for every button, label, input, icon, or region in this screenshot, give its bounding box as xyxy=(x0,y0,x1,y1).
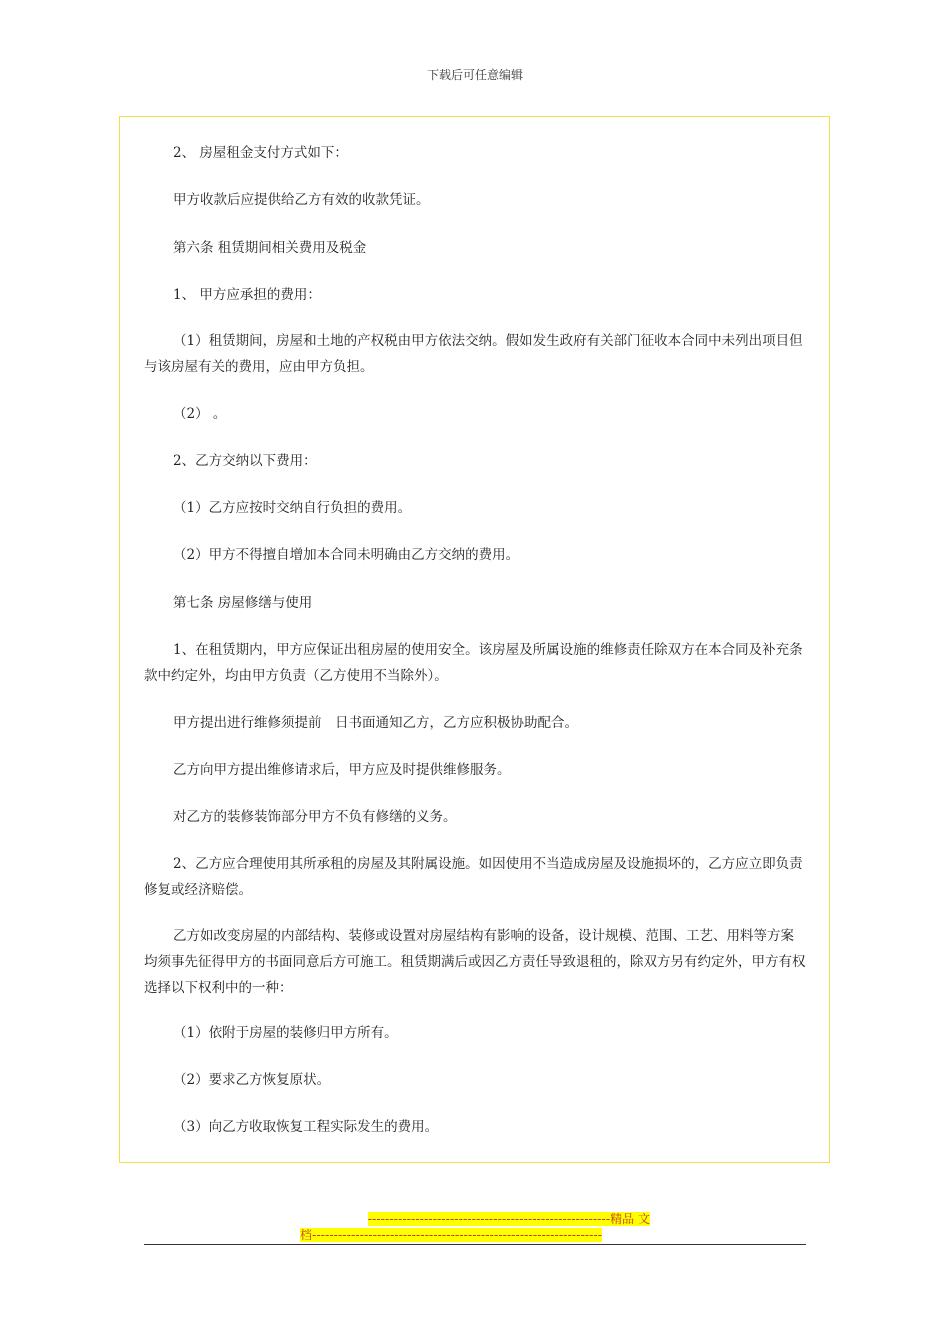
paragraph-decoration: 对乙方的装修装饰部分甲方不负有修缮的义务。 xyxy=(173,809,457,825)
article-6-heading: 第六条 租赁期间相关费用及税金 xyxy=(173,240,367,256)
footer-watermark-line2: 档------------------------------------------------------------------- xyxy=(300,1228,603,1242)
footer-watermark xyxy=(300,1211,650,1243)
paragraph-property-tax: （1）租赁期间，房屋和土地的产权税由甲方依法交纳。假如发生政府有关部门征收本合同中未列出项目但与该房屋有关的费用，应由甲方负担。 xyxy=(144,333,803,375)
paragraph-rent-payment: 2、 房屋租金支付方式如下： xyxy=(173,145,348,161)
paragraph-party-a-fees: 1、 甲方应承担的费用： xyxy=(173,287,321,303)
footer-divider xyxy=(144,1244,806,1245)
footer-watermark-line1: --------------------------------------------------------精品 文 xyxy=(367,1212,650,1226)
paragraph-option-2: （2）要求乙方恢复原状。 xyxy=(173,1072,331,1088)
paragraph-repair-request: 乙方向甲方提出维修请求后，甲方应及时提供维修服务。 xyxy=(173,762,511,778)
page-header: 下载后可任意编辑 xyxy=(426,68,523,82)
paragraph-no-extra-fees: （2）甲方不得擅自增加本合同未明确由乙方交纳的费用。 xyxy=(173,547,520,563)
paragraph-party-b-fees: 2、乙方交纳以下费用： xyxy=(173,453,317,469)
paragraph-option-1: （1）依附于房屋的装修归甲方所有。 xyxy=(173,1025,398,1041)
paragraph-proper-use: 2、乙方应合理使用其所承租的房屋及其附属设施。如因使用不当造成房屋及设施损坏的，乙方应立即负责修复或经济赔偿。 xyxy=(144,856,803,898)
paragraph-option-3: （3）向乙方收取恢复工程实际发生的费用。 xyxy=(173,1119,439,1135)
paragraph-receipt: 甲方收款后应提供给乙方有效的收款凭证。 xyxy=(173,192,430,208)
paragraph-structural-changes: 乙方如改变房屋的内部结构、装修或设置对房屋结构有影响的设备，设计规模、范围、工艺、用料等方案均须事先征得甲方的书面同意后方可施工。租赁期满后或因乙方责任导致退租的，除双方另有约定外，甲方有权选择以下权利中的一种： xyxy=(144,928,806,996)
paragraph-maintenance-duty: 1、在租赁期内，甲方应保证出租房屋的使用安全。该房屋及所属设施的维修责任除双方在本合同及补充条款中约定外，均由甲方负责（乙方使用不当除外）。 xyxy=(144,642,803,684)
paragraph-party-b-own-fees: （1）乙方应按时交纳自行负担的费用。 xyxy=(173,500,412,516)
article-7-heading: 第七条 房屋修缮与使用 xyxy=(173,595,313,611)
paragraph-repair-notice: 甲方提出进行维修须提前 日书面通知乙方，乙方应积极协助配合。 xyxy=(173,715,578,731)
paragraph-item-2-blank: （2） 。 xyxy=(173,406,227,422)
